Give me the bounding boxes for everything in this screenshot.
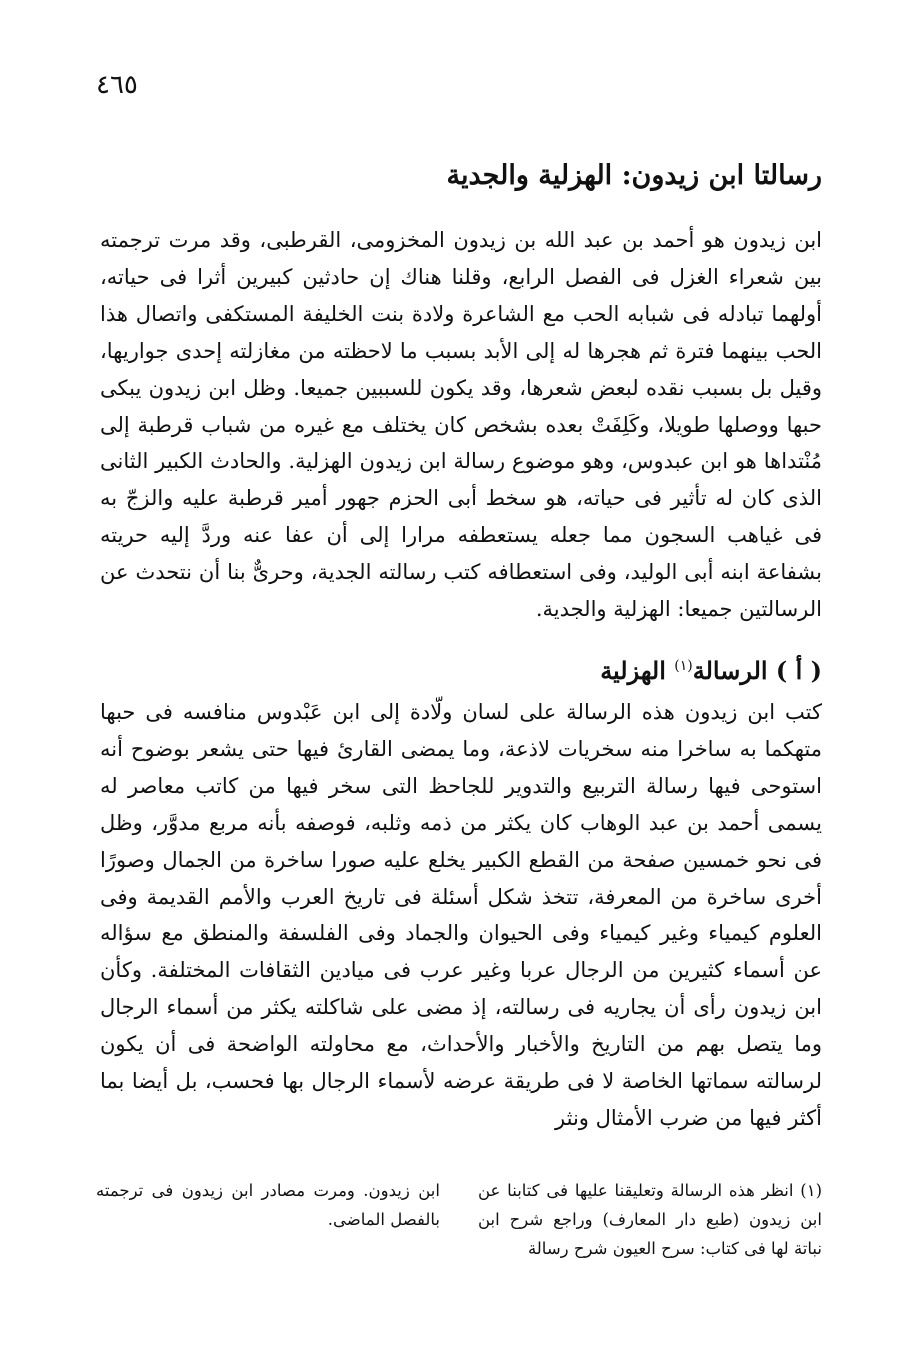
body-paragraph-epistle: كتب ابن زيدون هذه الرسالة على لسان ولّادة إلى ابن عَبْدوس منافسه فى حبها متهكما به ساخرا منه سخريات لاذعة، وما يمضى القارئ فيها حتى يشعر بوضوح أنه استوحى فيها رسالة التربيع والتدوير للجاحظ التى سخر فيها من كاتب معاصر له يسمى أحمد بن عبد الوهاب كان يكثر من ذمه وثلبه، فوصفه بأنه مربع مدوَّر، وظل فى نحو خمسين صفحة من القطع الكبير يخلع عليه صورا ساخرة من الجمال وصورًا أخرى ساخرة من المعرفة، تتخذ شكل أسئلة فى تاريخ العرب والأمم القديمة وفى العلوم كيمياء وغير كيمياء وفى الحيوان والجماد وفى الفلسفة والمنطق مع سؤاله عن أسماء كثيرين من الرجال عربا وغير عرب فى ميادين الثقافات المختلفة. وكأن ابن زيدون رأى أن يجاريه فى رسالته، إذ مضى على شاكلته يكثر من أسماء الرجال وما يتصل بهم من التاريخ والأخبار والأحداث، مع محاولته الواضحة فى أن يكون لرسالته سماتها الخاصة لا فى طريقة عرضه لأسماء الرجال بها فحسب، بل أيضا بما أكثر فيها من ضرب الأمثال ونثر [100,700,822,1130]
body-paragraph-intro: ابن زيدون هو أحمد بن عبد الله بن زيدون المخزومى، القرطبى، وقد مرت ترجمته بين شعراء الغزل فى الفصل الرابع، وقلنا هناك إن حادثين كبيرين أثرا فى حياته، أولهما تبادله فى شبابه الحب مع الشاعرة ولادة بنت الخليفة المستكفى واتصال هذا الحب بينهما فترة ثم هجرها له إلى الأبد بسبب ما لاحظته من مغازلته إحدى جواريها، وقيل بل بسبب نقده لبعض شعرها، وقد يكون للسببين جميعا. وظل ابن زيدون يبكى حبها ووصلها طويلا، وكَلِفَتْ بعده بشخص كان يختلف مع غيره من شباب قرطبة إلى مُنْتداها هو ابن عبدوس، وهو موضوع رسالة ابن زيدون الهزلية. والحادث الكبير الثانى الذى كان له تأثير فى حياته، هو سخط أبى الحزم جهور أمير قرطبة عليه والزجّ به فى غياهب السجون مما جعله يستعطفه مرارا إلى أن عفا عنه وردَّ إليه حريته بشفاعة ابنه أبى الوليد، وفى استعطافه كتب رسالته الجدية، وحرىٌّ بنا أن نتحدث عن الرسالتين جميعا: الهزلية والجدية. [100,228,822,622]
subheading-humorous-epistle [102,648,822,689]
footnotes [96,1176,822,1263]
page-number: ٤٦٥ [96,70,138,100]
section-title: رسالتا ابن زيدون: الهزلية والجدية [446,160,822,191]
footnote-left-column: ابن زيدون. ومرت مصادر ابن زيدون فى ترجمته بالفصل الماضى. [96,1181,440,1229]
footnote-right-column: (١) انظر هذه الرسالة وتعليقنا عليها فى كتابنا عن ابن زيدون (طبع دار المعارف) وراجع شرح ابن نباتة لها فى كتاب: سرح العيون شرح رسالة [478,1181,822,1258]
subheading-suffix: الهزلية [600,656,675,685]
footnote-marker: (١) [674,658,693,674]
subheading-prefix: ( أ ) الرسالة [692,656,822,685]
